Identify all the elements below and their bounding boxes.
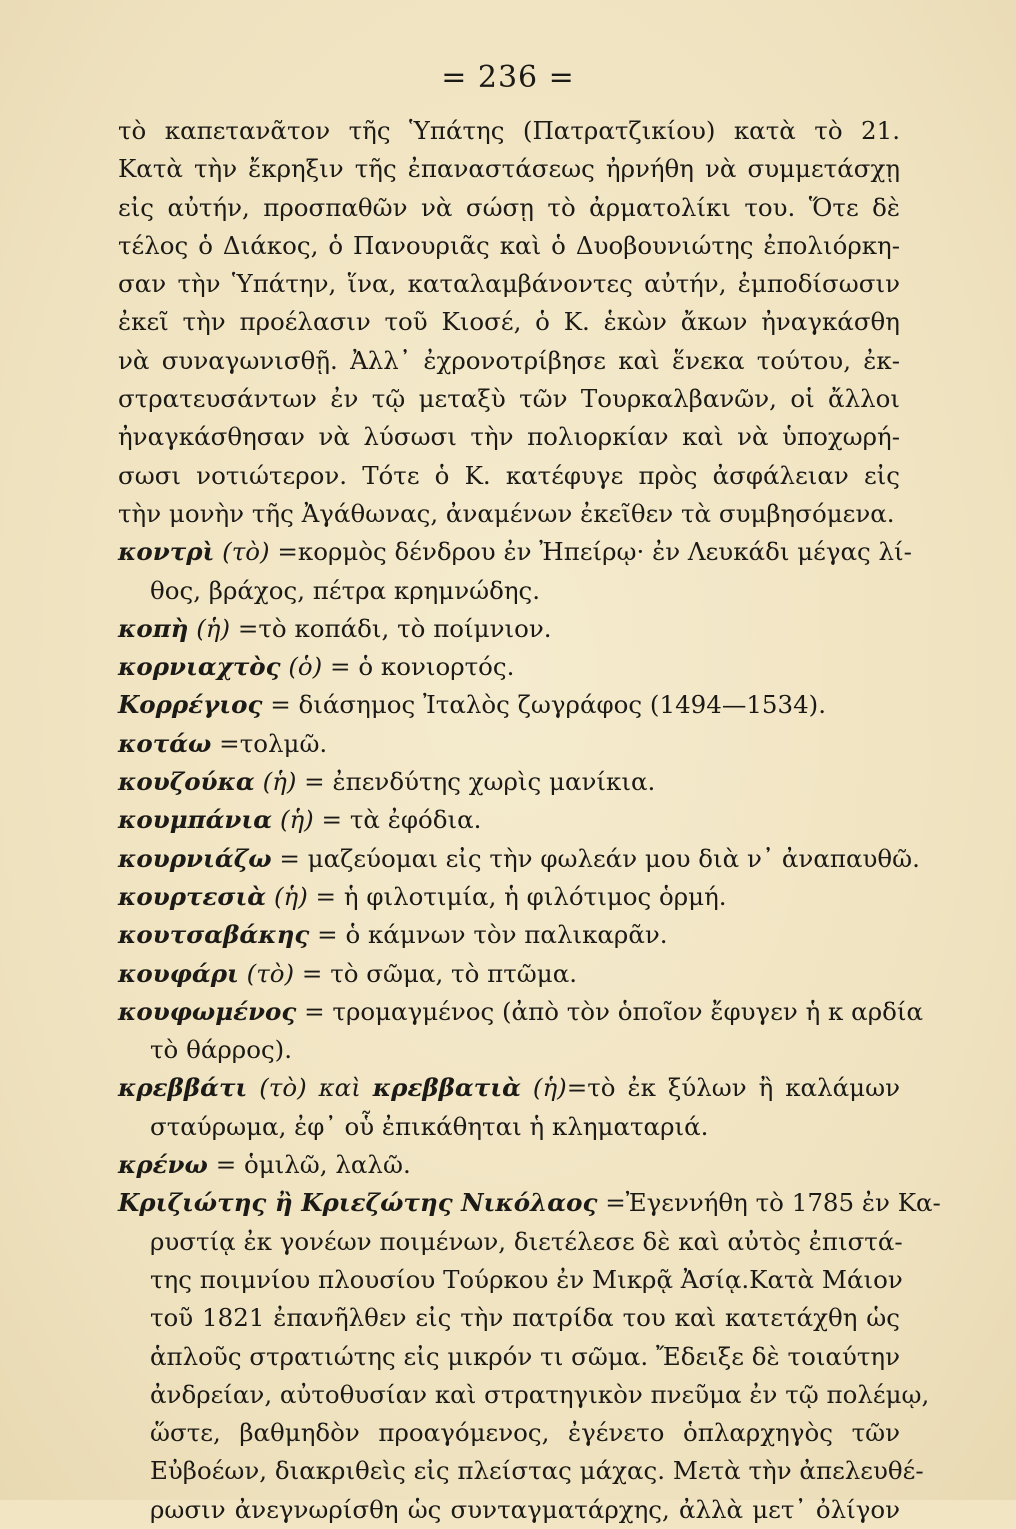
text-line: [118, 1338, 900, 1376]
entry-headword: κουρτεσιὰ: [118, 881, 267, 911]
text-line: [118, 572, 900, 610]
entry-headword: κρεββάτι: [118, 1073, 248, 1103]
dictionary-entry-line: [118, 725, 900, 763]
entry-headword: κουρνιάζω: [118, 843, 272, 873]
line-text: νὰ συναγωνισθῇ. Ἀλλ᾽ ἐχρονοτρίβησε καὶ ἕνεκα τούτου, ἐκ-: [118, 345, 900, 375]
entry-definition: = τρομαγμένος (ἀπὸ τὸν ὁποῖον ἔφυγεν ἡ κ αρδία: [304, 996, 923, 1026]
line-text: ὥστε, βαθμηδὸν προαγόμενος, ἐγένετο ὁπλαρχηγὸς τῶν: [150, 1418, 900, 1448]
dictionary-entry-line: [118, 878, 900, 916]
dictionary-entry-line: [118, 763, 900, 801]
entry-headword: κουμπάνια: [118, 805, 273, 835]
line-text: ἀνδρείαν, αὐτοθυσίαν καὶ στρατηγικὸν πνεῦμα ἐν τῷ πολέμῳ,: [150, 1379, 930, 1409]
text-line: [118, 1491, 900, 1529]
line-text: τοῦ 1821 ἐπανῆλθεν εἰς τὴν πατρίδα του καὶ κατετάχθη ὡς: [150, 1303, 900, 1333]
entry-definition: = ὁ κονιορτός.: [330, 652, 515, 682]
entry-headword: κοντρὶ: [118, 537, 215, 567]
line-text: Εὐβοέων, διακριθεὶς εἰς πλείστας μάχας. Μετὰ τὴν ἀπελευθέ-: [150, 1456, 924, 1486]
dictionary-entry-line: [118, 955, 900, 993]
line-text: στρατευσάντων ἐν τῷ μεταξὺ τῶν Τουρκαλβανῶν, οἱ ἄλλοι: [118, 384, 900, 414]
line-text: τὴν μονὴν τῆς Ἀγάθωνας, ἀναμένων ἐκεῖθεν τὰ συμβησόμενα.: [118, 498, 895, 528]
text-line: [118, 418, 900, 456]
dictionary-entry-line: [118, 916, 900, 954]
dictionary-entry-line: [118, 1184, 941, 1222]
entry-headword: κοπὴ: [118, 613, 189, 643]
dictionary-entry-line: [118, 840, 920, 878]
dictionary-entry-line: [118, 993, 923, 1031]
line-text: της ποιμνίου πλουσίου Τούρκου ἐν Μικρᾷ Ἀσίᾳ.Κατὰ Μάιον: [150, 1264, 903, 1294]
entry-definition: =τὸ ἐκ ξύλων ἢ καλάμων: [566, 1073, 900, 1103]
text-body: [118, 112, 941, 1529]
entry-definition: = μαζεύομαι εἰς τὴν φωλεάν μου διὰ ν᾽ ἀναπαυθῶ.: [279, 843, 920, 873]
text-line: [118, 1108, 900, 1146]
entry-article-label: (τὸ): [246, 958, 295, 988]
line-text: σωσι νοτιώτερον. Τότε ὁ Κ. κατέφυγε πρὸς ἀσφάλειαν εἰς: [118, 460, 900, 490]
dictionary-entry-line: [118, 648, 900, 686]
entry-definition: = ὁ κάμνων τὸν παλικαρᾶν.: [317, 920, 668, 950]
dictionary-entry-line: [118, 686, 900, 724]
page-number: = 236 =: [441, 60, 575, 95]
line-text: σαν τὴν Ὑπάτην, ἵνα, καταλαμβάνοντες αὐτήν, ἐμποδίσωσιν: [118, 269, 900, 299]
line-text: εἰς αὐτήν, προσπαθῶν νὰ σώσῃ τὸ ἀρματολίκι του. Ὅτε δὲ: [118, 192, 900, 222]
dictionary-entry-line: [118, 1069, 900, 1107]
entry-definition: = τὰ ἐφόδια.: [321, 805, 482, 835]
entry-definition: =Ἐγεννήθη τὸ 1785 ἐν Κα-: [605, 1188, 941, 1218]
entry-headword: κουτσαβάκης: [118, 920, 310, 950]
text-line: [118, 457, 900, 495]
text-line: [118, 1223, 903, 1261]
text-line: [118, 380, 900, 418]
line-text: ρυστίᾳ ἐκ γονέων ποιμένων, διετέλεσε δὲ καὶ αὐτὸς ἐπιστά-: [150, 1226, 903, 1256]
entry-article-label: (ἡ): [262, 767, 297, 797]
entry-article-label: (ἡ): [279, 805, 314, 835]
text-line: [118, 1299, 900, 1337]
entry-headword-variant: κρεββατιὰ: [372, 1073, 521, 1103]
text-line: [118, 1031, 900, 1069]
entry-definition: =τὸ κοπάδι, τὸ ποίμνιον.: [237, 613, 552, 643]
line-text: σταύρωμα, ἐφ᾽ οὗ ἐπικάθηται ἡ κληματαριά.: [150, 1111, 709, 1141]
line-text: θος, βράχος, πέτρα κρημνώδης.: [150, 575, 541, 605]
entry-headword: Κορρέγιος: [118, 690, 263, 720]
text-line: [118, 150, 900, 188]
line-text: ρωσιν ἀνεγνωρίσθη ὡς συνταγματάρχης, ἀλλὰ μετ᾽ ὀλίγον: [150, 1494, 900, 1524]
line-text: τέλος ὁ Διάκος, ὁ Πανουριᾶς καὶ ὁ Δυοβουνιώτης ἐπολιόρκη-: [118, 230, 900, 260]
entry-headword: κρένω: [118, 1150, 208, 1180]
entry-definition: = ἐπενδύτης χωρὶς μανίκια.: [304, 767, 656, 797]
entry-definition: =κορμὸς δένδρου ἐν Ἠπείρῳ· ἐν Λευκάδι μέγας λί-: [277, 537, 912, 567]
line-text: τὸ καπετανᾶτον τῆς Ὑπάτης (Πατρατζικίου) κατὰ τὸ 21.: [118, 116, 900, 145]
line-text: Κατὰ τὴν ἔκρηξιν τῆς ἐπαναστάσεως ἠρνήθη νὰ συμμετάσχῃ: [118, 154, 900, 184]
entry-definition: = τὸ σῶμα, τὸ πτῶμα.: [301, 958, 578, 988]
entry-article-label: (ἡ): [532, 1073, 567, 1103]
text-line: [118, 227, 900, 265]
line-text: τὸ θάρρος).: [150, 1035, 293, 1065]
line-text: ἐκεῖ τὴν προέλασιν τοῦ Κιοσέ, ὁ Κ. ἑκὼν ἄκων ἠναγκάσθη: [118, 307, 900, 337]
entry-definition: = διάσημος Ἰταλὸς ζωγράφος (1494—1534).: [270, 690, 827, 720]
text-line: [118, 265, 900, 303]
entry-headword: κορνιαχτὸς: [118, 652, 281, 682]
text-line: [118, 342, 900, 380]
entry-definition: =τολμῶ.: [219, 728, 328, 758]
entry-article-label: (τὸ): [222, 537, 270, 567]
text-line: [118, 1261, 903, 1299]
entry-definition: = ὁμιλῶ, λαλῶ.: [215, 1150, 411, 1180]
line-text: ἠναγκάσθησαν νὰ λύσωσι τὴν πολιορκίαν καὶ νὰ ὑποχωρή-: [118, 422, 900, 452]
entry-headword: Κριζιώτης ἢ Κριεζώτης Νικόλαος: [118, 1188, 598, 1218]
text-line: [118, 189, 900, 227]
text-line: [118, 1376, 930, 1414]
entry-article-label: (τὸ) καὶ: [259, 1073, 361, 1103]
dictionary-entry-line: [118, 1146, 900, 1184]
entry-article-label: (ἡ): [273, 881, 308, 911]
entry-definition: = ἡ φιλοτιμία, ἡ φιλότιμος ὁρμή.: [315, 881, 727, 911]
entry-headword: κουφωμένος: [118, 996, 297, 1026]
text-line: [118, 303, 900, 341]
line-text: ἁπλοῦς στρατιώτης εἰς μικρόν τι σῶμα. Ἔδειξε δὲ τοιαύτην: [150, 1341, 900, 1371]
dictionary-entry-line: [118, 533, 912, 571]
text-line: [118, 1452, 924, 1490]
dictionary-entry-line: [118, 610, 900, 648]
text-line: [118, 112, 900, 150]
entry-headword: κουφάρι: [118, 958, 239, 988]
entry-headword: κουζούκα: [118, 767, 255, 797]
entry-headword: κοτάω: [118, 728, 212, 758]
dictionary-entry-line: [118, 801, 900, 839]
entry-article-label: (ὁ): [288, 652, 323, 682]
entry-article-label: (ἡ): [196, 613, 231, 643]
text-line: [118, 1414, 900, 1452]
text-line: [118, 495, 900, 533]
